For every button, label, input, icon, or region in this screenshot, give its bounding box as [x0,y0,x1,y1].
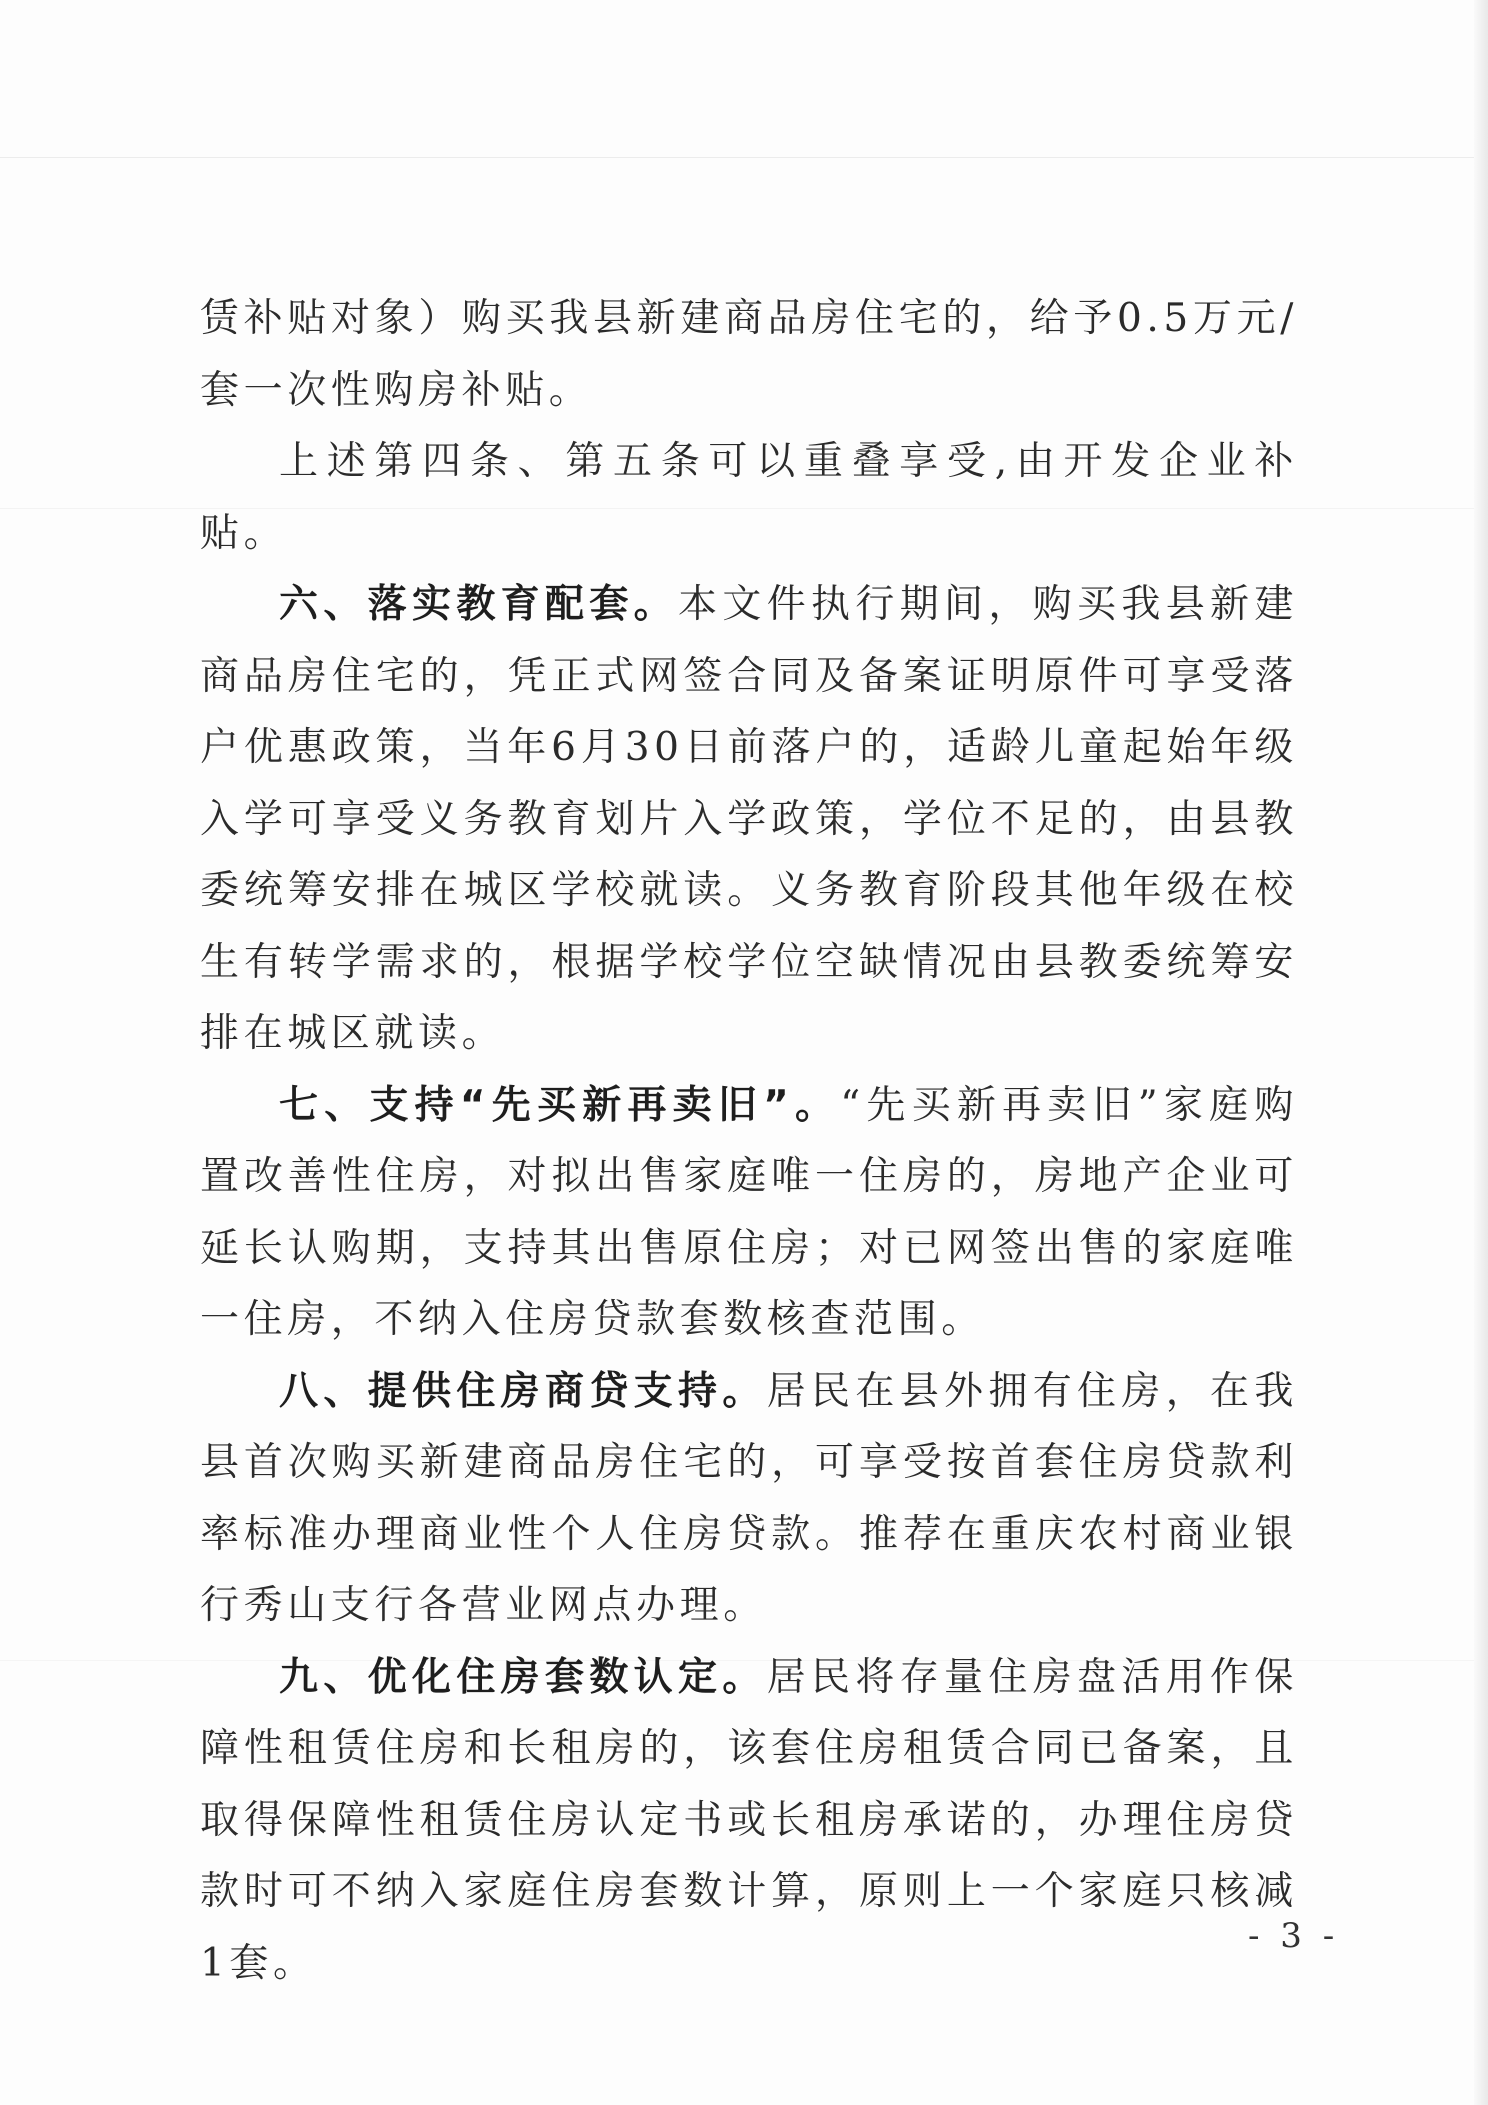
section-heading: 八、提供住房商贷支持。 [279,1368,767,1414]
page-number: - 3 - [1248,1916,1340,1956]
scan-fold-line [0,157,1488,158]
section-heading: 七、支持“先买新再卖旧”。 [279,1082,841,1128]
paragraph-subsidy-continuation [200,283,1298,426]
paragraph-text: 上述第四条、第五条可以重叠享受,由开发企业补贴。 [200,439,1298,556]
section-heading: 九、优化住房套数认定。 [279,1654,767,1700]
paragraph-overlap-note [200,426,1298,569]
paragraph-text: 居民在县外拥有住房，在我县首次购买新建商品房住宅的，可享受按首套住房贷款利率标准办理商业性个人住房贷款。推荐在重庆农村商业银行秀山支行各营业网点办理。 [200,1368,1298,1628]
paragraph-section-8-commercial-loan [200,1356,1298,1642]
paragraph-section-9-housing-count [200,1642,1298,2000]
scan-page-edge [1474,0,1488,2105]
paragraph-text: “先买新再卖旧”家庭购置改善性住房，对拟出售家庭唯一住房的，房地产企业可延长认购期，支持其出售原住房；对已网签出售的家庭唯一住房，不纳入住房贷款套数核查范围。 [200,1082,1298,1342]
paragraph-text: 赁补贴对象）购买我县新建商品房住宅的，给予0.5万元/套一次性购房补贴。 [200,296,1298,413]
paragraph-section-7-buy-new-sell-old [200,1070,1298,1356]
paragraph-section-6-education [200,569,1298,1070]
document-body [200,283,1298,1999]
paragraph-text: 本文件执行期间，购买我县新建商品房住宅的，凭正式网签合同及备案证明原件可享受落户优惠政策，当年6月30日前落户的，适龄儿童起始年级入学可享受义务教育划片入学政策，学位不足的，由县教委统筹安排在城区学校就读。义务教育阶段其他年级在校生有转学需求的，根据学校学位空缺情况由县教委统筹安排在城区就读。 [200,582,1298,1056]
paragraph-text: 居民将存量住房盘活用作保障性租赁住房和长租房的，该套住房租赁合同已备案，且取得保障性租赁住房认定书或长租房承诺的，办理住房贷款时可不纳入家庭住房套数计算，原则上一个家庭只核减1套。 [200,1654,1298,1986]
section-heading: 六、落实教育配套。 [279,582,679,627]
